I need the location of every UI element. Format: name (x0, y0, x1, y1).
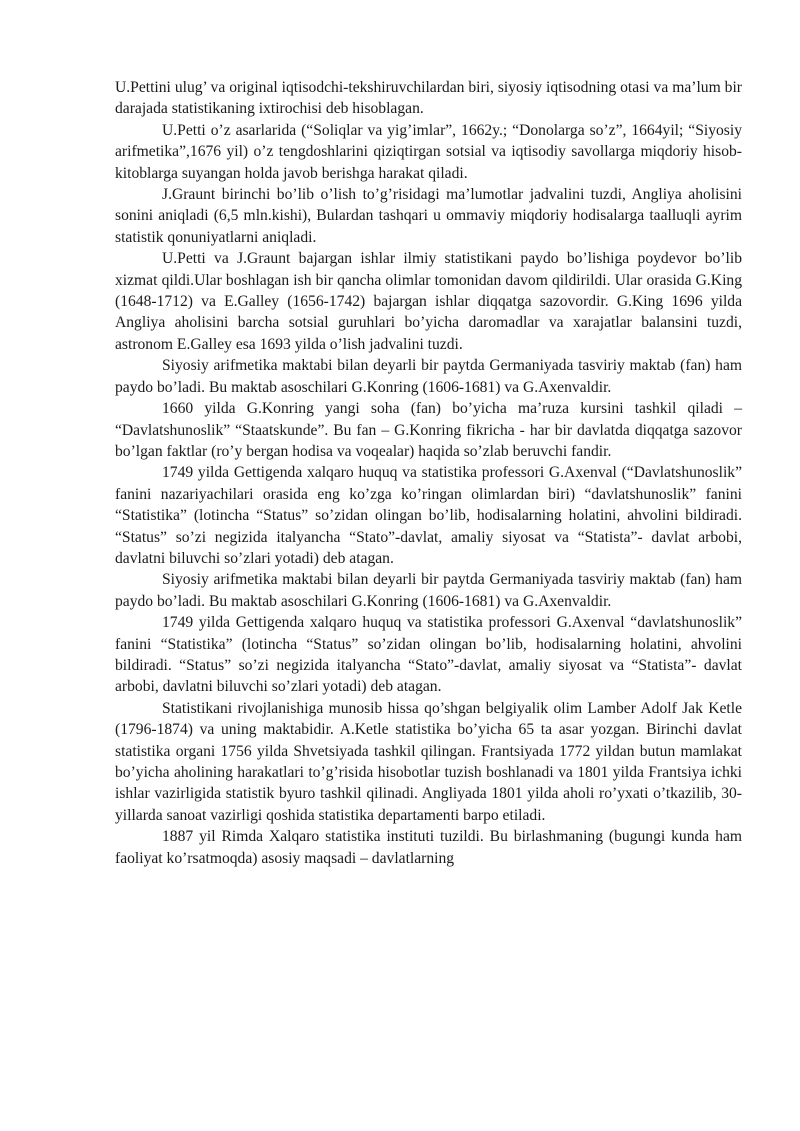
paragraph-6: 1660 yilda G.Konring yangi soha (fan) bo’yicha ma’ruza kursini tashkil qiladi – “Davlatshunoslik” “Staatskunde”. Bu fan – G.Konring fikricha - har bir davlatda diqqatga sazovor bo’lgan faktlar (ro’y bergan hodisa va voqealar) haqida so’zlab beruvchi fandir. (115, 400, 742, 460)
paragraph-1: U.Pettini ulug’ va original iqtisodchi-tekshiruvchilardan biri, siyosiy iqtisodning otasi va ma’lum bir darajada statistikaning ixtirochisi deb hisoblagan. (115, 79, 742, 118)
document-page (115, 77, 742, 869)
paragraph-2: U.Petti o’z asarlarida (“Soliqlar va yig’imlar”, 1662y.; “Donolarga so’z”, 1664yil; “Siyosiy arifmetika”,1676 yil) o’z tengdoshlarini qiziqtirgan sotsial va iqtisodiy savollarga miqdoriy hisob-kitoblarga suyangan holda javob berishga harakat qiladi. (115, 121, 742, 182)
paragraph-11: 1887 yil Rimda Xalqaro statistika instituti tuzildi. Bu birlashmaning (bugungi kunda ham faoliyat ko’rsatmoqda) asosiy maqsadi – davlatlarning (115, 828, 742, 867)
paragraph-5: Siyosiy arifmetika maktabi bilan deyarli bir paytda Germaniyada tasviriy maktab (fan) ham paydo bo’ladi. Bu maktab asoschilari G.Konring (1606-1681) va G.Axenvaldir. (115, 357, 742, 396)
paragraph-4: U.Petti va J.Graunt bajargan ishlar ilmiy statistikani paydo bo’lishiga poydevor bo’lib xizmat qildi.Ular boshlagan ish bir qancha olimlar tomonidan davom qildirildi. Ular orasida G.King (1648-1712) va E.Galley (1656-1742) bajargan ishlar diqqatga sazovordir. G.King 1696 yilda Angliya aholisini barcha sotsial guruhlari bo’yicha daromadlar va xarajatlar balansini tuzdi, astronom E.Galley esa 1693 yilda o’lish jadvalini tuzdi. (115, 250, 742, 353)
paragraph-9: 1749 yilda Gettigenda xalqaro huquq va statistika professori G.Axenval “davlatshunoslik” fanini “Statistika” (lotincha “Status” so’zidan olingan bo’lib, hodisalarning holatini, ahvolini bildiradi. “Status” so’zi negizida italyancha “Stato”-davlat, amaliy siyosat va “Statista”- davlat arbobi, davlatni biluvchi so’zlari yotadi) deb atagan. (115, 614, 742, 696)
paragraph-3: J.Graunt birinchi bo’lib o’lish to’g’risidagi ma’lumotlar jadvalini tuzdi, Angliya aholisini sonini aniqladi (6,5 mln.kishi), Bulardan tashqari u ommaviy miqdoriy hodisalarga taalluqli ayrim statistik qonuniyatlarni aniqladi. (115, 186, 742, 246)
paragraph-10: Statistikani rivojlanishiga munosib hissa qo’shgan belgiyalik olim Lamber Adolf Jak Ketle (1796-1874) va uning maktabidir. A.Ketle statistika bo’yicha 65 ta asar yozgan. Birinchi davlat statistika organi 1756 yilda Shvetsiyada tashkil qilingan. Frantsiyada 1772 yildan butun mamlakat bo’yicha aholining harakatlari to’g’risida hisobotlar tuzish boshlanadi va 1801 yilda Frantsiya ichki ishlar vazirligida statistik byuro tashkil qilinadi. Angliyada 1801 yilda aholi ro’yxati o’tkazilib, 30-yillarda sanoat vazirligi qoshida statistika departamenti barpo etiladi. (115, 699, 742, 824)
paragraph-7: 1749 yilda Gettigenda xalqaro huquq va statistika professori G.Axenval (“Davlatshunoslik” fanini nazariyachilari orasida eng ko’zga ko’ringan olimlardan biri) “davlatshunoslik” fanini “Statistika” (lotincha “Status” so’zidan olingan bo’lib, hodisalarning holatini, ahvolini bildiradi. “Status” so’zi negizida italyancha “Stato”-davlat, amaliy siyosat va “Statista”- davlat arbobi, davlatni biluvchi so’zlari yotadi) deb atagan. (115, 464, 742, 567)
paragraph-8: Siyosiy arifmetika maktabi bilan deyarli bir paytda Germaniyada tasviriy maktab (fan) ham paydo bo’ladi. Bu maktab asoschilari G.Konring (1606-1681) va G.Axenvaldir. (115, 571, 742, 610)
